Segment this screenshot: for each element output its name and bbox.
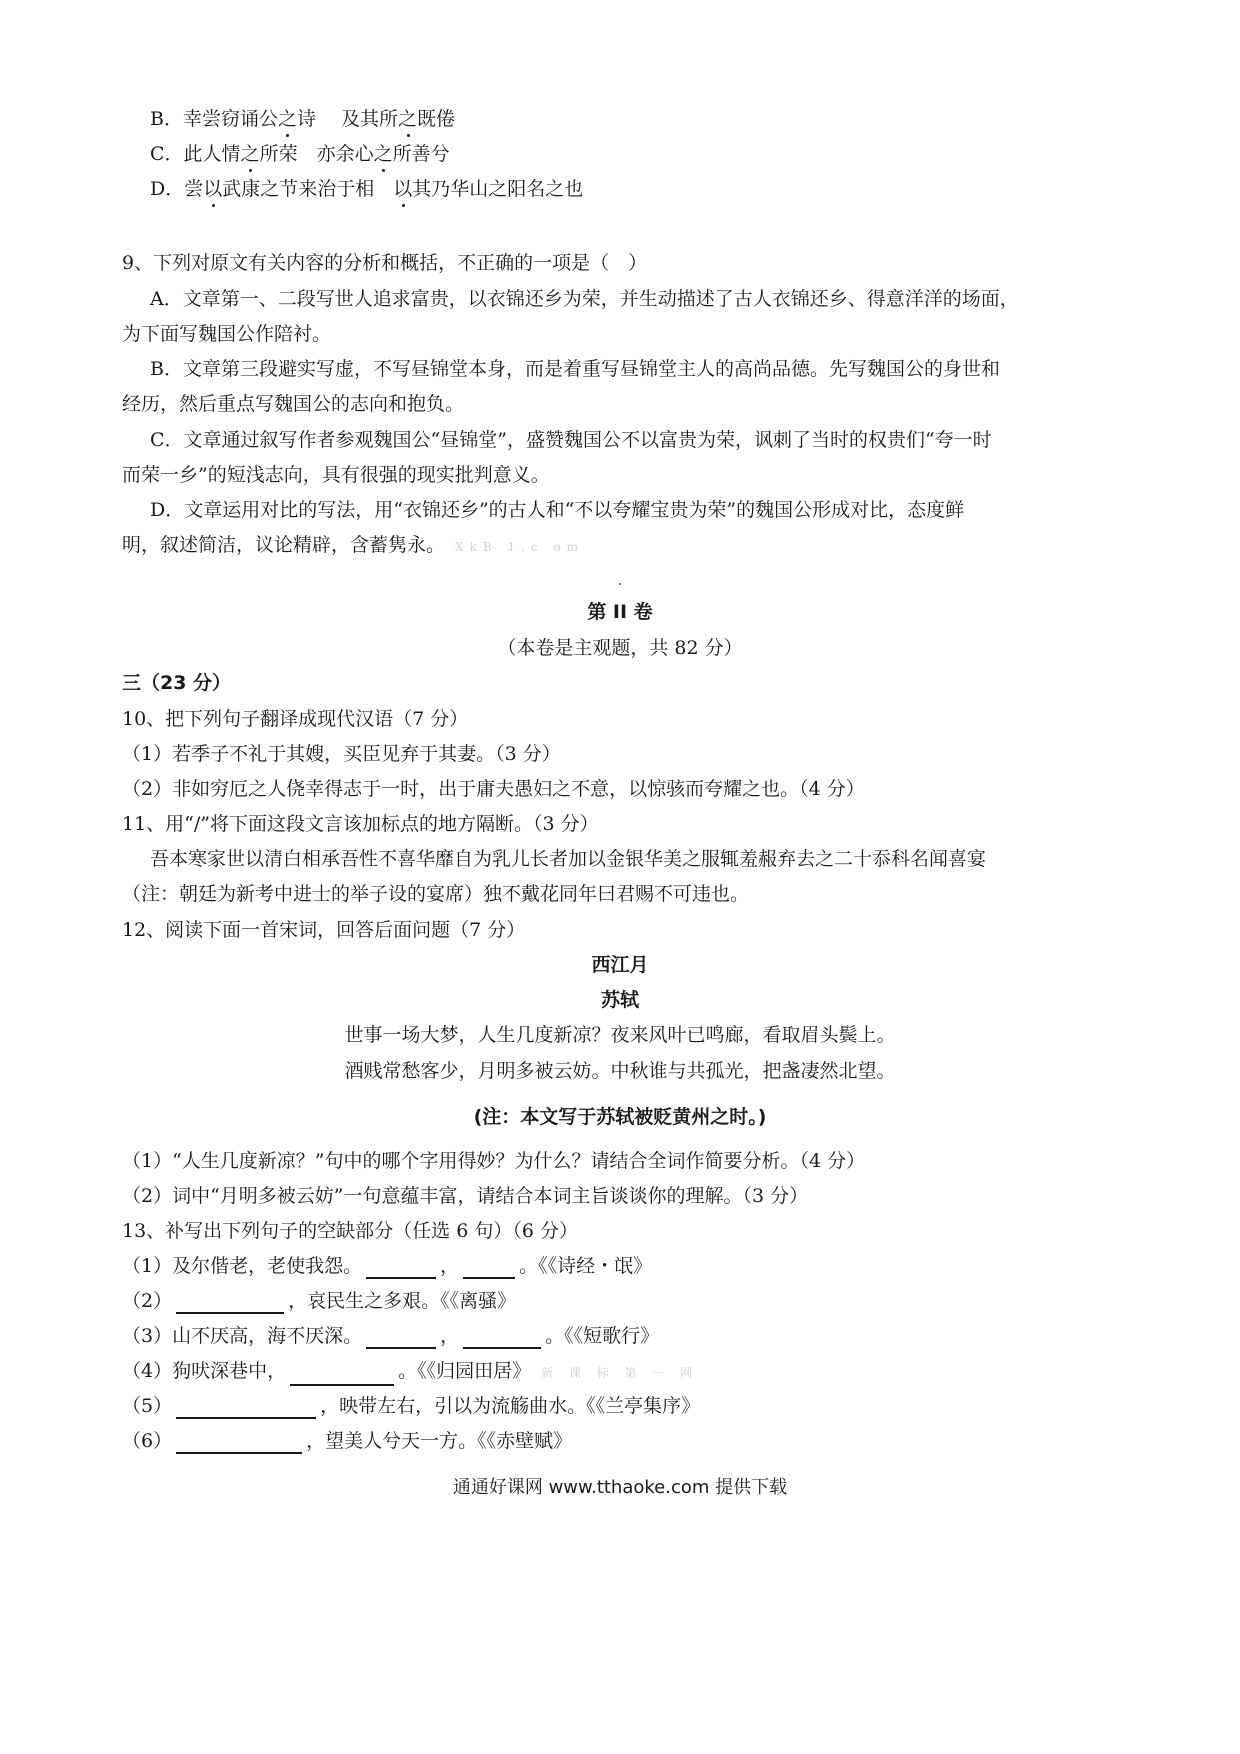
q13-item-3 [122,1323,659,1349]
text-segment: ，哀民生之多艰。《《离骚》 [288,1290,517,1312]
poem-line-2: 酒贱常愁客少，月明多被云妨。中秋谁与共孤光，把盏凄然北望。 [344,1060,896,1082]
q13-item-2 [122,1288,516,1314]
text-segment: （3）山不厌高，海不厌深。 [122,1325,363,1347]
text-segment: （2） [122,1290,173,1312]
q13-stem: 13、补写出下列句子的空缺部分（任选 6 句）（6 分） [122,1220,578,1242]
text-segment: ， [440,1325,460,1347]
answer-blank[interactable] [290,1366,394,1386]
text-segment: 。《《归园田居》 [398,1360,532,1382]
answer-blank[interactable] [463,1259,515,1279]
q13-item-5 [122,1393,700,1419]
watermark-text: 新 课 标 第 一 网 [541,1366,699,1380]
emphasized-char: 之 [277,108,297,130]
text-segment: 武康之节来治于相 [222,178,394,200]
q10-sub2: （2）非如穷厄之人侥幸得志于一时，出于庸夫愚妇之不意，以惊骇而夸耀之也。（4 分） [122,778,865,800]
text-segment: ，望美人兮天一方。《《赤壁赋》 [306,1430,573,1452]
q12-sub1: （1）“人生几度新凉？”句中的哪个字用得妙？为什么？请结合全词作简要分析。（4 分） [122,1150,866,1172]
poem-author: 苏轼 [600,989,639,1011]
poem-line-1: 世事一场大梦，人生几度新凉？夜来风叶已鸣廊，看取眉头鬓上。 [344,1024,896,1046]
q11-text-line2: （注：朝廷为新考中进士的举子设的宴席）独不戴花同年曰君赐不可违也。 [122,883,750,905]
q8-option-c [150,141,450,167]
q12-sub2: （2）词中“月明多被云妨”一句意蕴丰富，请结合本词主旨谈谈你的理解。（3 分） [122,1185,809,1207]
text-segment: 。《《诗经・氓》 [519,1255,653,1277]
poem-title: 西江月 [591,954,649,976]
q10-sub1: （1）若季子不礼于其嫂，买臣见弃于其妻。（3 分） [122,743,561,765]
text-segment: 其乃华山之阳名之也 [412,178,584,200]
text-segment: B．幸尝窃诵公 [150,108,278,130]
text-segment: 诗 及其所 [296,108,399,130]
q13-item-4 [122,1358,698,1386]
q9-stem: 9、下列对原文有关内容的分析和概括，不正确的一项是（ ） [122,252,648,274]
answer-blank[interactable] [366,1259,436,1279]
answer-blank[interactable] [463,1329,541,1349]
emphasized-char: 之 [373,143,393,165]
text-segment: 所荣 亦余心 [259,143,374,165]
text-segment: D．尝 [150,178,204,200]
part2-title: 第 II 卷 [587,601,653,623]
q9-option-b-line1: B．文章第三段避实写虚，不写昼锦堂本身，而是着重写昼锦堂主人的高尚品德。先写魏国公的身世和 [150,358,1000,380]
emphasized-char: 之 [240,143,260,165]
emphasized-char: 以 [393,178,413,200]
answer-blank[interactable] [176,1434,302,1454]
q12-stem: 12、阅读下面一首宋词，回答后面问题（7 分） [122,919,526,941]
q13-item-6 [122,1428,572,1454]
text-segment: ，映带左右，引以为流觞曲水。《《兰亭集序》 [320,1395,701,1417]
text-segment: 明，叙述简洁，议论精辟，含蓄隽永。 [122,534,446,556]
answer-blank[interactable] [366,1329,436,1349]
q11-text-line1: 吾本寒家世以清白相承吾性不喜华靡自为乳儿长者加以金银华美之服辄羞赧弃去之二十忝科名闻喜宴 [150,848,987,870]
watermark-text: XkB 1.c om [455,540,585,554]
q9-option-d-line1: D．文章运用对比的写法，用“衣锦还乡”的古人和“不以夸耀宝贵为荣”的魏国公形成对比，态度鲜 [150,499,965,521]
text-segment: 所善兮 [392,143,450,165]
text-segment: C．此人情 [150,143,241,165]
q9-option-c-line1: C．文章通过叙写作者参观魏国公“昼锦堂”，盛赞魏国公不以富贵为荣，讽刺了当时的权贵们“夸一时 [150,429,992,451]
page-footer: 通通好课网 www.tthaoke.com 提供下载 [452,1477,788,1498]
part2-subtitle: （本卷是主观题，共 82 分） [497,637,743,659]
text-segment: （4）狗吠深巷中， [122,1360,287,1382]
q9-option-a-line2: 为下面写魏国公作陪衬。 [122,323,332,345]
q9-option-c-line2: 而荣一乡”的短浅志向，具有很强的现实批判意义。 [122,464,550,486]
emphasized-char: 以 [203,178,223,200]
q10-stem: 10、把下列句子翻译成现代汉语（7 分） [122,708,469,730]
stray-dot [619,583,621,585]
text-segment: 既倦 [417,108,456,130]
text-segment: 。《《短歌行》 [545,1325,660,1347]
q9-option-d-line2 [122,532,584,560]
poem-note: (注：本文写于苏轼被贬黄州之时。) [473,1106,767,1128]
q13-item-1 [122,1253,652,1279]
text-segment: （6） [122,1430,173,1452]
q9-option-b-line2: 经历，然后重点写魏国公的志向和抱负。 [122,393,465,415]
emphasized-char: 之 [398,108,418,130]
text-segment: （5） [122,1395,173,1417]
q9-option-a-line1: A．文章第一、二段写世人追求富贵，以衣锦还乡为荣，并生动描述了古人衣锦还乡、得意洋洋的场面， [150,288,1019,310]
answer-blank[interactable] [176,1294,284,1314]
q8-option-b [150,106,455,132]
answer-blank[interactable] [176,1399,316,1419]
text-segment: （1）及尔偕老，老使我怨。 [122,1255,363,1277]
text-segment: ， [440,1255,460,1277]
q11-stem: 11、用“/”将下面这段文言该加标点的地方隔断。（3 分） [122,813,599,835]
section-3-title: 三（23 分） [122,672,232,694]
q8-option-d [150,176,583,202]
